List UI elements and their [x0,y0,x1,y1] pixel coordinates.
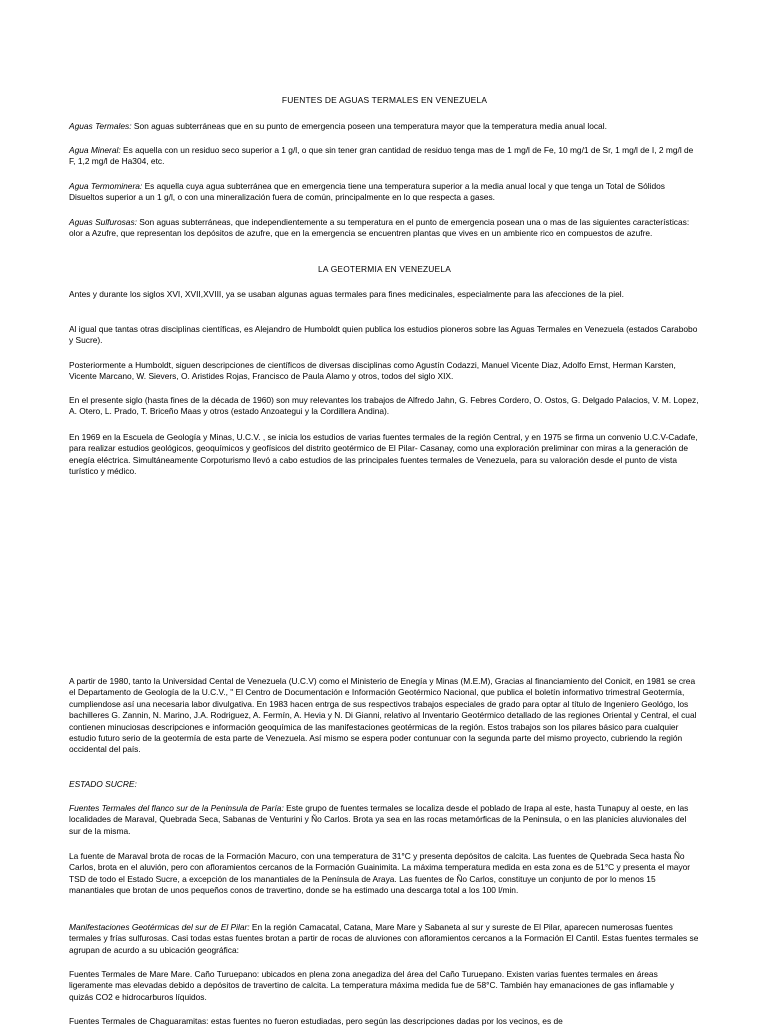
state-heading: ESTADO SUCRE: [69,779,137,789]
definition-aguas-sulfurosas [69,217,700,240]
paragraph: A partir de 1980, tanto la Universidad Cental de Venezuela (U.C.V) como el Ministerio de Enegía y Minas (M.E.M), Gracias al financiamiento del Conicit, en 1981 se crea el Departamento de Geología de la U.C.V., " El Centro de Documentación e Información Geotérmico Nacional, que publica el boletín informativo trimestral Geotermía, cumpliendose así una necesaria labor divulgativa. En 1983 hacen entrga de sus respectivos trabajos especiales de grado para optar al título de Ingeniero Geológo, los bachilleres G. Zannin, N. Marino, J.A. Rodriguez, A. Fermín, A. Hevia y N. Di Gianni, relativo al Inventario Geotérmico detallado de las regiones Oriental y Central, el cual contienen minuciosas descripciones e información geoquímica de las manifestaciones geotérmicas de la región. Estos trabajos son los pilares básico para cualquier estudio futuro serio de la geotermía de esta parte de Venezuela. Así mismo se espera poder contunuar con la segunda parte del mismo proyecto, cubriendo la región occidental del país. [69,676,697,755]
sucre-paria-paragraph [69,803,700,837]
subsection-term: Manifestaciones Geotérmicas del sur de El Pilar: [69,922,250,932]
subsection-text: En la región Camacatal, Catana, Mare Mare y Sabaneta al sur y sureste de El Pilar, aparecen numerosas fuentes termales y frías sulfurosas. Casi todas estas fuentes brotan a partir de rocas de aluviones con afloramientos cercanos a la Formación El Cantil. Estas fuentes termales se agrupan de acurdo a su ubicación geográfica: [69,922,699,955]
definition-term: Aguas Sulfurosas: [69,217,137,227]
definition-text: Es aquella con un residuo seco superior a 1 g/l, o que sin tener gran cantidad de residuo tenga mas de 1 mg/l de Fe, 10 mg/1 de Sr, 1 mg/l de I, 2 mg/l de F, 1,2 mg/l de Ha304, etc. [69,145,694,167]
section-title: LA GEOTERMIA EN VENEZUELA [318,264,451,274]
definition-text: Son aguas subterráneas que en su punto de emergencia poseen una temperatura mayor que la temperatura media anual local. [131,121,607,131]
paragraph: Al igual que tantas otras disciplinas científicas, es Alejandro de Humboldt quien publica los estudios pioneros sobre las Aguas Termales en Venezuela (estados Carabobo y Sucre). [69,324,698,346]
paragraph: Antes y durante los siglos XVI, XVII,XVIII, ya se usaban algunas aguas termales para fines medicinales, especialmente para las afecciones de la piel. [69,289,624,299]
subsection-text: Fuentes Termales de Chaguaramitas: estas fuentes no fueron estudiadas, pero según las descripciones dadas por los vecinos, es de [69,1016,563,1026]
paragraph: En 1969 en la Escuela de Geología y Minas, U.C.V. , se inicia los estudios de varias fuentes termales de la región Central, y en 1975 se firma un convenio U.C.V-Cadafe, para realizar estudios geológicos, geoquímicos y geofísicos del distrito geotérmico de El Pilar- Casanay, como una exploración preliminar con miras a la generación de enegía eléctrica. Simultáneamente Corpoturismo llevó a cabo estudios de las principales fuentes termales de Venezuela, para su valoración desde el punto de vista turístico y médico. [69,432,698,477]
document-title: FUENTES DE AGUAS TERMALES EN VENEZUELA [281,95,488,105]
subsection-text: Fuentes Termales de Mare Mare. Caño Turuepano: ubicados en plena zona anegadiza del área del Caño Turuepano. Existen varias fuentes termales en áreas ligeramente mas elevadas debido a depósitos de travertino de calcita. La temperatura máxima medida fue de 58°C. También hay emanaciones de gas inflamable y quizás CO2 e hidrocarburos líquidos. [69,969,675,1002]
definition-agua-termominera [69,181,700,204]
definition-text: Son aguas subterráneas, que independientemente a su temperatura en el punto de emergencia posean una o mas de las siguientes características: olor a Azufre, que representan los depósitos de azufre, que en la emergencia se encuentren plantas que vives en un ambiente rico en compuestos de azufre. [69,217,690,239]
subsection-term: Fuentes Termales del flanco sur de la Peninsula de Paría: [69,803,284,813]
definition-term: Agua Mineral: [69,145,121,155]
subsection-text: Este grupo de fuentes termales se localiza desde el poblado de Irapa al este, hasta Tunapuy al oeste, en las localidades de Maraval, Quebrada Seca, Sabanas de Venturini y Ño Carlos. Brota ya sea en las rocas metamórficas de la Peninsula, o en las planicies aluvionales del sur de la misma. [69,803,689,836]
paragraph: Posteriormente a Humboldt, siguen descripciones de científicos de diversas disciplinas como Agustín Codazzi, Manuel Vicente Diaz, Adolfo Ernst, Herman Karsten, Vicente Marcano, W. Sievers, O. Aristides Rojas, Francisco de Paula Alamo y otros, todos del siglo XIX. [69,360,676,382]
subsection-text: La fuente de Maraval brota de rocas de la Formación Macuro, con una temperatura de 31°C y presenta depósitos de calcita. Las fuentes de Quebrada Seca hasta Ño Carlos, brota en el aluvión, pero con afloramientos cercanos de la Formación Guainimita. La máxima temperatura medida en esta zona es de 51°C y presenta el mayor TSD de todo el Estado Sucre, a excepción de los manantiales de la Península de Araya. Las fuentes de Ño Carlos, constituye un conjunto de por lo menos 15 manantiales que brotan de unos pequeños conos de travertino, donde se ha estimado una descarga total a los 100 l/min. [69,851,691,896]
definition-agua-mineral [69,145,700,168]
sucre-el-pilar-paragraph [69,922,700,956]
sucre-mare-mare-paragraph [69,969,700,1003]
definition-term: Agua Termominera: [69,181,143,191]
definition-text: Es aquella cuya agua subterránea que en emergencia tiene una temperatura superior a la media anual local y que tenga un Total de Sólidos Disueltos superior a un 1 g/l, o con una mineralización fuera de común, principalmente en lo que respecta a gases. [69,181,665,203]
definition-term: Aguas Termales: [69,121,132,131]
definition-aguas-termales [69,121,700,132]
sucre-maraval-paragraph [69,851,700,897]
sucre-chaguaramitas-paragraph [69,1016,700,1027]
paragraph: En el presente siglo (hasta fines de la década de 1960) son muy relevantes los trabajos de Alfredo Jahn, G. Febres Cordero, O. Ostos, G. Delgado Palacios, V. M. Lopez, A. Otero, L. Prado, T. Briceño Maas y otros (estado Anzoategui y la Cordillera Andina). [69,395,699,417]
